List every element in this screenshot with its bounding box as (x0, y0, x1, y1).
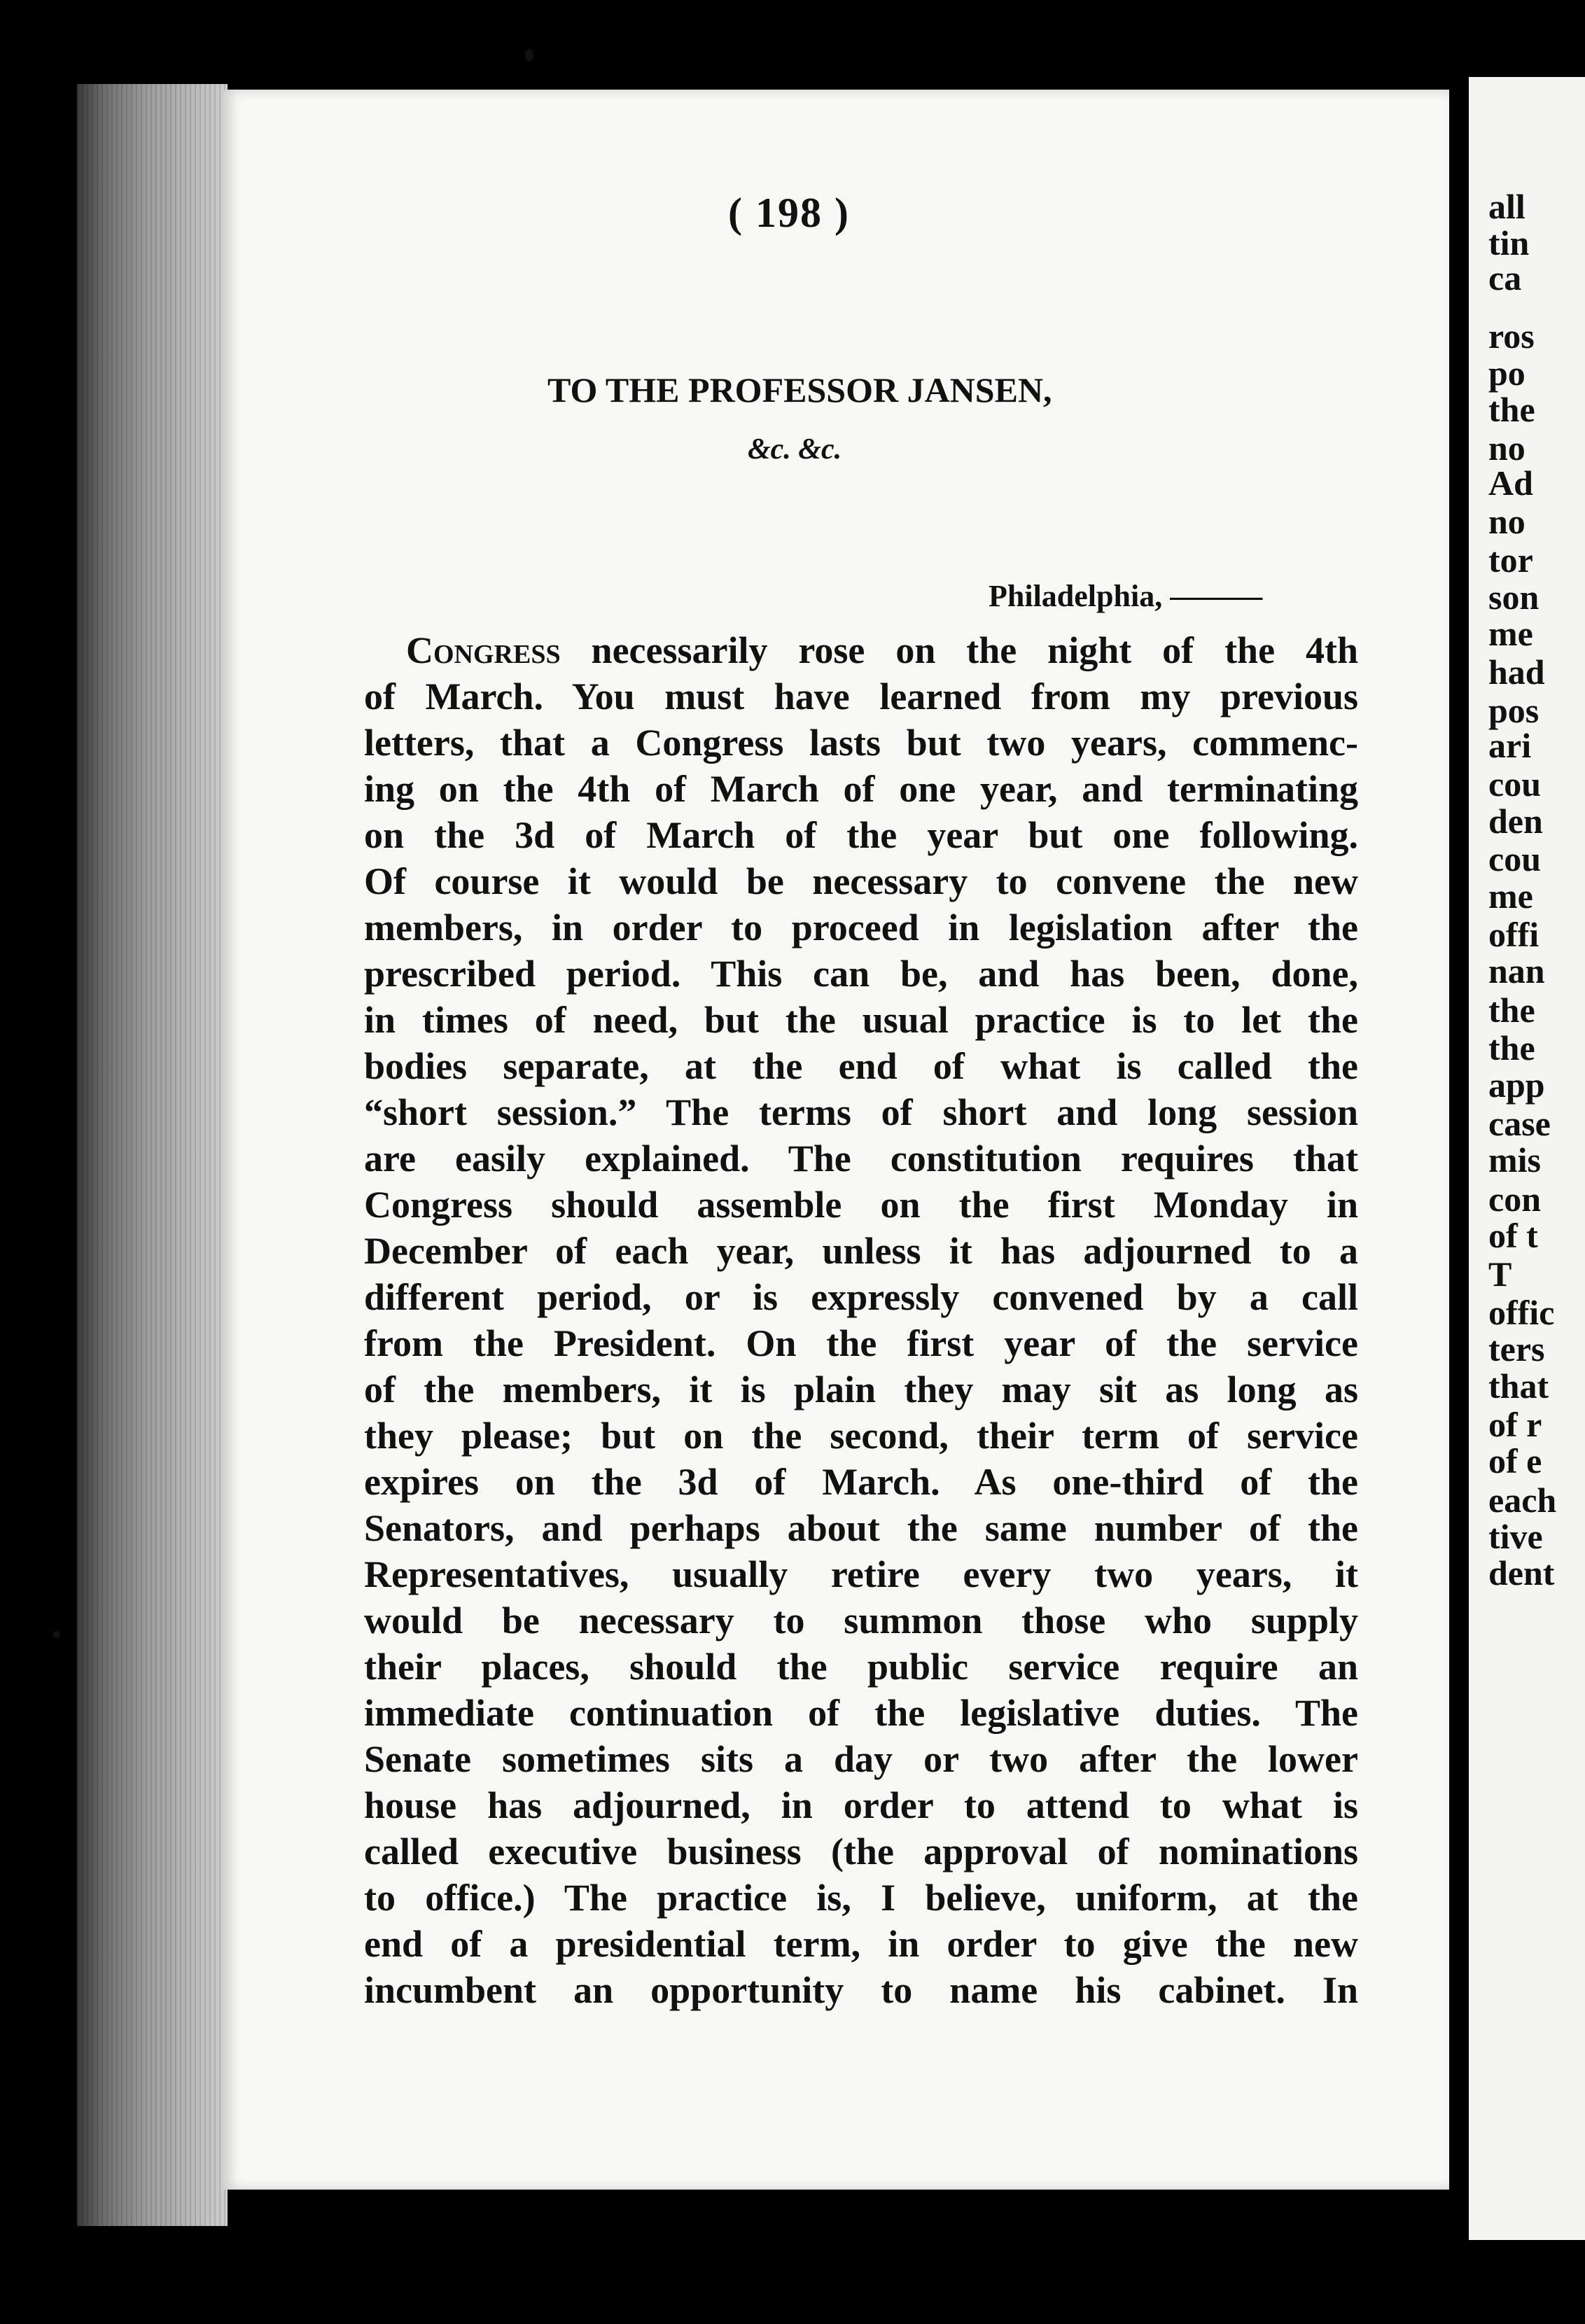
facing-page-fragment: of t (1488, 1216, 1538, 1255)
facing-page-fragment: nan (1488, 951, 1545, 990)
facing-page-fragment: Ad (1488, 463, 1533, 503)
letter-heading: TO THE PROFESSOR JANSEN, (547, 370, 1052, 410)
next-page-sliver (1469, 77, 1585, 2240)
text-line: are easily explained. The constitution requires that (364, 1138, 1358, 1180)
facing-page-fragment: pos (1488, 691, 1539, 730)
text-line: incumbent an opportunity to name his cabinet. In (364, 1969, 1358, 2011)
facing-page-fragment: con (1488, 1180, 1541, 1219)
body-text (364, 627, 1358, 2013)
facing-page-fragment: the (1488, 390, 1535, 429)
facing-page-fragment: of e (1488, 1441, 1542, 1480)
letter-subheading: &c. &c. (748, 433, 842, 465)
text-line: end of a presidential term, in order to give the new (364, 1923, 1358, 1965)
text-line: prescribed period. This can be, and has been, done, (364, 953, 1358, 995)
text-line: expires on the 3d of March. As one-third of the (364, 1461, 1358, 1503)
text-line: “short session.” The terms of short and long session (364, 1091, 1358, 1133)
text-line: their places, should the public service require an (364, 1646, 1358, 1688)
text-line: from the President. On the first year of the service (364, 1322, 1358, 1364)
facing-page-fragment: that (1488, 1366, 1549, 1406)
facing-page-fragment: the (1488, 990, 1535, 1030)
facing-page-fragment: tor (1488, 540, 1533, 580)
text-line: they please; but on the second, their term of service (364, 1415, 1358, 1457)
text-line: would be necessary to summon those who supply (364, 1600, 1358, 1642)
facing-page-fragment: the (1488, 1028, 1535, 1068)
facing-page-fragment: ca (1488, 258, 1522, 298)
facing-page-fragment: me (1488, 876, 1533, 916)
text-line: December of each year, unless it has adjourned to a (364, 1230, 1358, 1272)
facing-page-fragment: offi (1488, 915, 1539, 954)
text-line: ing on the 4th of March of one year, and terminating (364, 768, 1358, 810)
scan-speck (53, 1631, 60, 1638)
text-line: immediate continuation of the legislative duties. The (364, 1692, 1358, 1734)
facing-page-fragment: offic (1488, 1293, 1555, 1332)
facing-page-fragment: case (1488, 1104, 1551, 1143)
text-line: Congress should assemble on the first Monday in (364, 1184, 1358, 1226)
facing-page-fragment: po (1488, 354, 1525, 393)
text-line: letters, that a Congress lasts but two years, commenc- (364, 722, 1358, 764)
text-line: bodies separate, at the end of what is called the (364, 1045, 1358, 1087)
text-line: house has adjourned, in order to attend to what is (364, 1784, 1358, 1826)
facing-page-fragment: den (1488, 802, 1543, 841)
facing-page-fragment: ari (1488, 726, 1532, 765)
dateline: Philadelphia, ——— (989, 579, 1263, 613)
facing-page-fragment: all (1488, 187, 1525, 226)
text-line: Senate sometimes sits a day or two after the lower (364, 1738, 1358, 1780)
opening-word: Congress (406, 629, 561, 671)
text-line: called executive business (the approval of nominations (364, 1830, 1358, 1872)
text-line: different period, or is expressly convened by a call (364, 1276, 1358, 1318)
page-number: ( 198 ) (728, 190, 850, 236)
text-line: of the members, it is plain they may sit as long as (364, 1368, 1358, 1410)
facing-page-fragment: ros (1488, 316, 1535, 356)
text-line: of March. You must have learned from my previous (364, 676, 1358, 718)
facing-page-fragment: had (1488, 652, 1545, 692)
text-line: Of course it would be necessary to convene the new (364, 860, 1358, 902)
text-line: to office.) The practice is, I believe, uniform, at the (364, 1877, 1358, 1919)
facing-page-fragment: tin (1488, 223, 1530, 262)
facing-page-fragment: no (1488, 502, 1525, 541)
facing-page-fragment: mis (1488, 1140, 1541, 1180)
text-line: Representatives, usually retire every two years, it (364, 1553, 1358, 1595)
facing-page-fragment: tive (1488, 1517, 1543, 1556)
facing-page-fragment: T (1488, 1254, 1512, 1294)
facing-page-fragment: cou (1488, 839, 1541, 878)
facing-page-fragment: app (1488, 1065, 1545, 1105)
facing-page-fragment: each (1488, 1480, 1557, 1520)
text-line: Senators, and perhaps about the same number of the (364, 1507, 1358, 1549)
scan-speck (525, 49, 533, 62)
text-line: Congress necessarily rose on the night of the 4th (406, 629, 1358, 671)
facing-page-fragment: son (1488, 578, 1539, 617)
text-line: on the 3d of March of the year but one following. (364, 814, 1358, 856)
facing-page-fragment: ters (1488, 1329, 1545, 1368)
text-line: members, in order to proceed in legislation after the (364, 906, 1358, 948)
facing-page-fragment: me (1488, 614, 1533, 653)
facing-page-fragment: no (1488, 428, 1525, 468)
facing-page-fragment: of r (1488, 1405, 1542, 1444)
text-line: in times of need, but the usual practice is to let the (364, 999, 1358, 1041)
page-block-edge (77, 84, 228, 2226)
facing-page-fragment: cou (1488, 764, 1541, 804)
facing-page-fragment: dent (1488, 1553, 1555, 1592)
